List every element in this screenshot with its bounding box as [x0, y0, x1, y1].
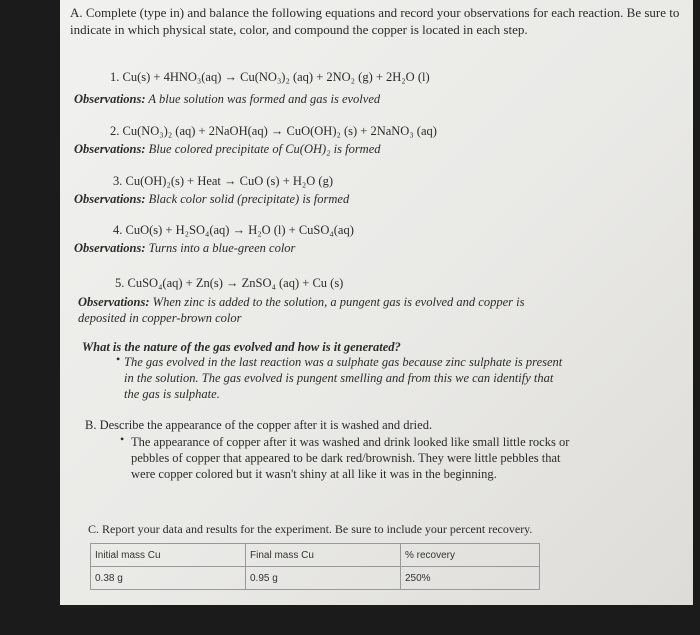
header-final-mass: Final mass Cu [246, 544, 401, 567]
results-table [90, 543, 540, 590]
observation-label: Observations: [74, 241, 146, 255]
value-percent-recovery: 250% [401, 567, 540, 590]
reaction-2-observation [74, 142, 381, 157]
header-percent-recovery: % recovery [401, 544, 540, 567]
observation-text: Blue colored precipitate of Cu(OH)₂ is formed [145, 142, 381, 156]
table-header-row [91, 544, 540, 567]
observation-label: Observations: [74, 142, 146, 156]
reaction-4-observation [74, 241, 295, 256]
reaction-1-equation: 1. Cu(s) + 4HNO₃(aq) → Cu(NO₃)₂ (aq) + 2NO₂ (g) + 2H₂O (l) [110, 70, 430, 84]
observation-label: Observations: [74, 192, 146, 206]
reaction-1-observation [74, 92, 380, 107]
header-initial-mass: Initial mass Cu [91, 544, 246, 567]
bullet-icon: • [120, 432, 125, 446]
observation-text: Black color solid (precipitate) is formed [145, 192, 350, 206]
observation-label: Observations: [78, 295, 150, 309]
observation-text: Turns into a blue-green color [145, 241, 296, 255]
part-b-answer: The appearance of copper after it was washed and drink looked like small little rocks or pebbles of copper that appeared to be dark red/brownish. They were little pebbles that were copper colored but it wasn't shiny at all like it was in the beginning. [131, 435, 570, 481]
reaction-5-equation: 5. CuSO₄(aq) + Zn(s) → ZnSO₄ (aq) + Cu (s) [115, 276, 344, 290]
part-a-instructions: A. Complete (type in) and balance the following equations and record your observations for each reaction. Be sure to indicate in which physical state, color, and compound the copper is located in each step. [70, 5, 680, 37]
part-b-prompt: B. Describe the appearance of the copper after it is washed and dried. [85, 418, 433, 432]
part-c-prompt: C. Report your data and results for the experiment. Be sure to include your percent recovery. [88, 522, 533, 536]
observation-label: Observations: [74, 92, 146, 106]
observation-text: When zinc is added to the solution, a pungent gas is evolved and copper is deposited in copper-brown color [78, 295, 525, 325]
gas-question: What is the nature of the gas evolved and how is it generated? [82, 340, 401, 354]
value-final-mass: 0.95 g [246, 567, 401, 590]
reaction-4-equation: 4. CuO(s) + H₂SO₄(aq) → H₂O (l) + CuSO₄(aq) [113, 223, 354, 237]
table-row [91, 567, 540, 590]
reaction-5-observation [78, 294, 548, 326]
value-initial-mass: 0.38 g [91, 567, 246, 590]
observation-text: A blue solution was formed and gas is evolved [145, 92, 381, 106]
reaction-3-observation [74, 192, 349, 207]
reaction-3-equation: 3. Cu(OH)₂(s) + Heat → CuO (s) + H₂O (g) [113, 174, 334, 188]
gas-answer: The gas evolved in the last reaction was a sulphate gas because zinc sulphate is present in the solution. The gas evolved is pungent smelling and from this we can identify that the gas is sulphate. [124, 355, 563, 401]
bullet-icon: • [116, 352, 121, 366]
reaction-2-equation: 2. Cu(NO₃)₂ (aq) + 2NaOH(aq) → CuO(OH)₂ (s) + 2NaNO₃ (aq) [110, 124, 437, 138]
